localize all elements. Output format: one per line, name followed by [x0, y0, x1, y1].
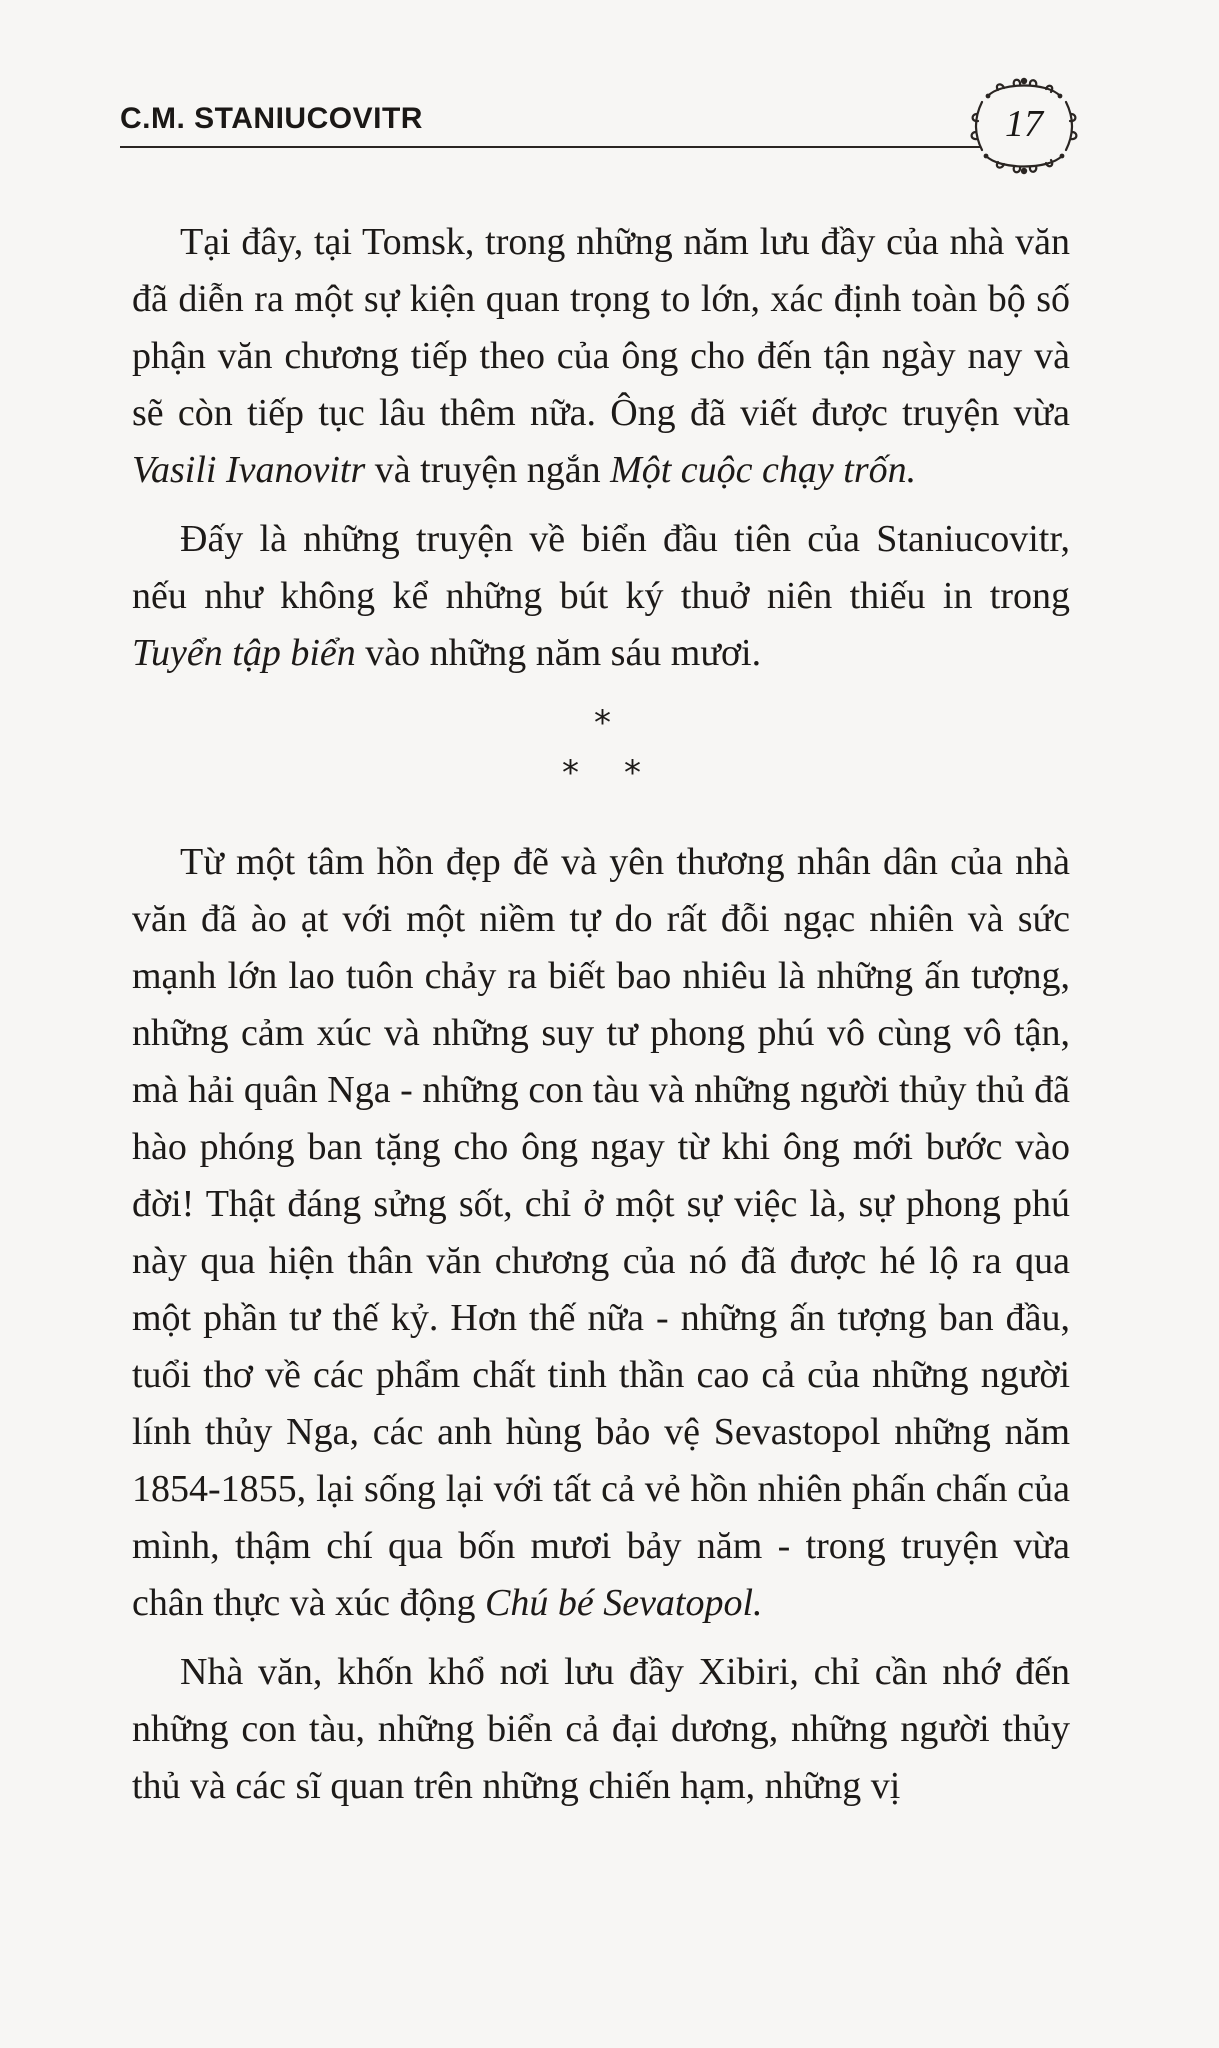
asterisk-icon: * [562, 753, 579, 793]
paragraph-2 [132, 511, 1070, 682]
paragraph-3 [132, 834, 1070, 1632]
italic-title-tuyen-tap-bien: Tuyển tập biển [132, 632, 356, 674]
folio-ornament [968, 74, 1080, 178]
asterisk-icon: * [624, 753, 641, 793]
running-head: C.M. STANIUCOVITR [120, 102, 423, 135]
asterisk-icon: * [594, 703, 611, 743]
body-text [132, 214, 1070, 1815]
text-segment: vào những năm sáu mươi. [355, 632, 762, 674]
paragraph-4 [132, 1644, 1070, 1815]
page-number: 17 [1005, 103, 1043, 145]
text-segment: Tại đây, tại Tomsk, trong những năm lưu đầy của nhà văn đã diễn ra một sự kiện quan trọng to lớn, xác định toàn bộ số phận văn chương tiếp theo của ông cho đến tận ngày nay và sẽ còn tiếp tục lâu thêm nữa. Ông đã viết được truyện vừa [132, 221, 1070, 434]
italic-title-mot-cuoc-chay-tron: Một cuộc chạy trốn. [610, 449, 917, 491]
italic-title-vasili-ivanovitr: Vasili Ivanovitr [132, 449, 366, 491]
italic-title-chu-be-sevatopol: Chú bé Sevatopol. [484, 1582, 763, 1624]
page-header [120, 88, 1080, 178]
section-separator [132, 696, 1070, 822]
header-rule [120, 146, 980, 148]
text-segment: Đấy là những truyện về biển đầu tiên của Staniucovitr, nếu như không kể những bút ký thuở niên thiếu in trong [132, 518, 1070, 617]
text-segment: Từ một tâm hồn đẹp đẽ và yên thương nhân dân của nhà văn đã ào ạt với một niềm tự do rất đỗi ngạc nhiên và sức mạnh lớn lao tuôn chảy ra biết bao nhiêu là những ấn tượng, những cảm xúc và những suy tư phong phú vô cùng vô tận, mà hải quân Nga - những con tàu và những người thủy thủ đã hào phóng ban tặng cho ông ngay từ khi ông mới bước vào đời! Thật đáng sửng sốt, chỉ ở một sự việc là, sự phong phú này qua hiện thân văn chương của nó đã được hé lộ ra qua một phần tư thế kỷ. Hơn thế nữa - những ấn tượng ban đầu, tuổi thơ về các phẩm chất tinh thần cao cả của những người lính thủy Nga, các anh hùng bảo vệ Sevastopol những năm 1854-1855, lại sống lại với tất cả vẻ hồn nhiên phấn chấn của mình, thậm chí qua bốn mươi bảy năm - trong truyện vừa chân thực và xúc động [132, 841, 1070, 1624]
text-segment: Nhà văn, khốn khổ nơi lưu đầy Xibiri, chỉ cần nhớ đến những con tàu, những biển cả đại dương, những người thủy thủ và các sĩ quan trên những chiến hạm, những vị [132, 1651, 1070, 1807]
text-segment: và truyện ngắn [365, 449, 611, 491]
paragraph-1 [132, 214, 1070, 499]
